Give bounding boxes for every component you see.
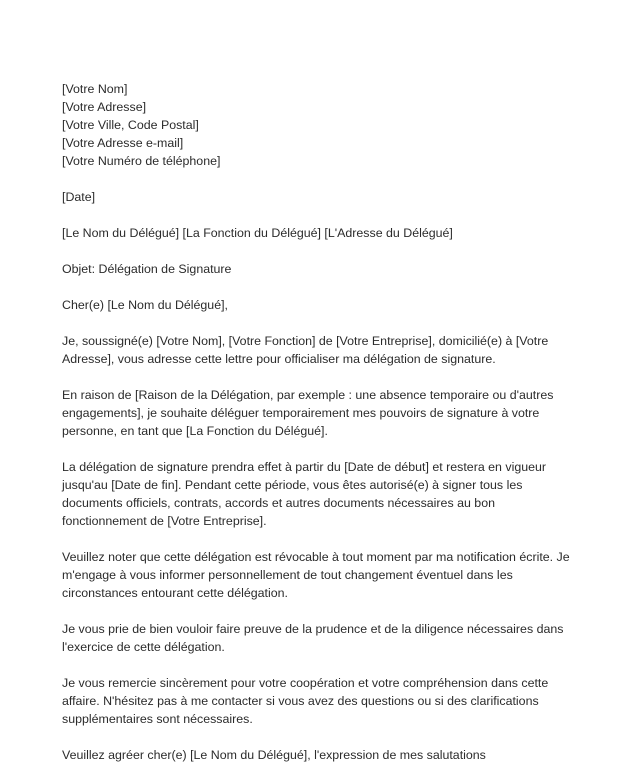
sender-phone: [Votre Numéro de téléphone] xyxy=(62,154,221,168)
recipient-block: [Le Nom du Délégué] [La Fonction du Délégué] [L'Adresse du Délégué] xyxy=(62,226,453,240)
paragraph-prudence: Je vous prie de bien vouloir faire preuve de la prudence et de la diligence nécessaires dans l'exercice de cette délégation. xyxy=(62,622,564,654)
sender-email: [Votre Adresse e-mail] xyxy=(62,136,184,150)
sender-address: [Votre Adresse] xyxy=(62,100,147,114)
sender-city: [Votre Ville, Code Postal] xyxy=(62,118,199,132)
paragraph-period: La délégation de signature prendra effet à partir du [Date de début] et restera en vigueur jusqu'au [Date de fin]. Pendant cette période, vous êtes autorisé(e) à signer tous les documents officiels, contrats, accords et autres documents nécessaires au bon fonctionnement de [Votre Entreprise]. xyxy=(62,460,547,528)
paragraph-revocation: Veuillez noter que cette délégation est révocable à tout moment par ma notification écrite. Je m'engage à vous informer personnellement de tout changement éventuel dans les circonstances entourant cette délégation. xyxy=(62,550,570,600)
paragraph-reason: En raison de [Raison de la Délégation, par exemple : une absence temporaire ou d'autres engagements], je souhaite déléguer temporairement mes pouvoirs de signature à votre personne, en tant que [La Fonction du Délégué]. xyxy=(62,388,554,438)
letter-body xyxy=(62,80,582,781)
letter-subject: Objet: Délégation de Signature xyxy=(62,262,232,276)
paragraph-thanks: Je vous remercie sincèrement pour votre coopération et votre compréhension dans cette affaire. N'hésitez pas à me contacter si vous avez des questions ou si des clarifications supplémentaires sont nécessaires. xyxy=(62,676,549,726)
letter-date: [Date] xyxy=(62,190,96,204)
sender-block xyxy=(62,80,582,170)
letter-salutation: Cher(e) [Le Nom du Délégué], xyxy=(62,298,228,312)
paragraph-closing: Veuillez agréer cher(e) [Le Nom du Délégué], l'expression de mes salutations xyxy=(62,748,486,762)
paragraph-introduction: Je, soussigné(e) [Votre Nom], [Votre Fonction] de [Votre Entreprise], domicilié(e) à [Votre Adresse], vous adresse cette lettre pour officialiser ma délégation de signature. xyxy=(62,334,549,366)
sender-name: [Votre Nom] xyxy=(62,82,128,96)
